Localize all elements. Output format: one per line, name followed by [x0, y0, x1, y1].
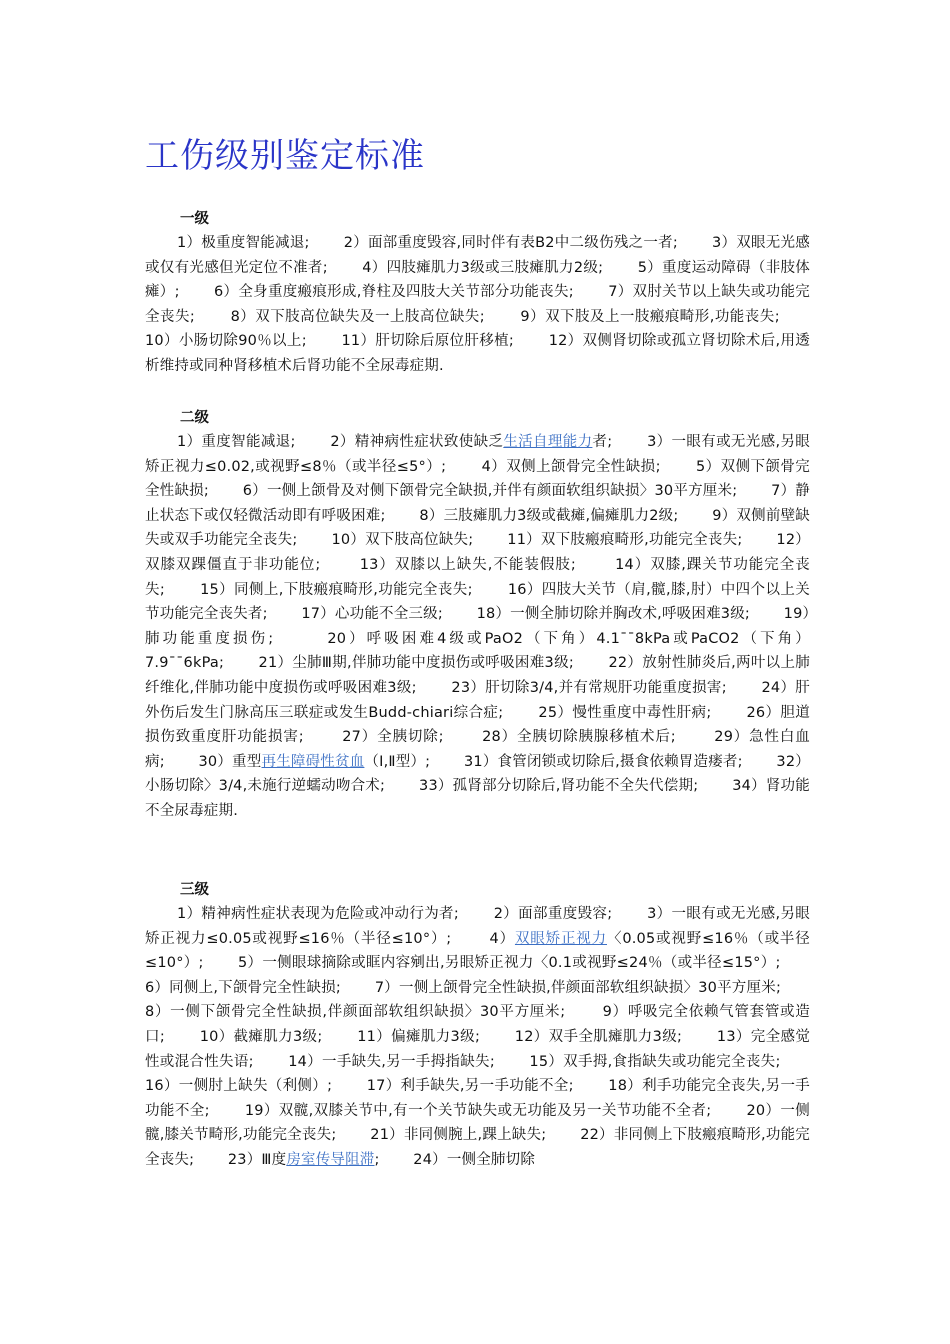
list-item: 20）呼吸困难4级或PaO2（下角）4.1¯¯8kPa或PaCO2（下角）7.9¯¯6kPa;: [145, 630, 810, 672]
section-body: [145, 902, 810, 1173]
list-item: 6）同侧上,下颌骨完全性缺损;: [145, 979, 341, 996]
list-item: 8）双下肢高位缺失及一上肢高位缺失;: [230, 308, 485, 325]
list-item: 16）一侧肘上缺失（利侧）;: [145, 1078, 333, 1095]
list-item: 27）全胰切除;: [342, 729, 444, 746]
list-item: 7）一侧上颌骨完全性缺损,伴颜面部软组织缺损〉30平方厘米;: [374, 979, 782, 996]
list-item: 10）截瘫肌力3级;: [199, 1028, 323, 1045]
section-grade-3: [145, 878, 810, 1173]
list-item: 11）肝切除后原位肝移植;: [341, 333, 515, 350]
list-item: 14）一手缺失,另一手拇指缺失;: [288, 1053, 495, 1070]
list-item: 16）四肢大关节（肩,髋,膝,肘）中四个以上关节功能完全丧失者;: [145, 581, 810, 623]
section-heading: 一级: [180, 211, 209, 227]
list-item: 3）一眼有或无光感,另眼矫正视力≤0.02,或视野≤8％（或半径≤5°）;: [145, 434, 810, 475]
list-item: 34）肾功能不全尿毒症期.: [145, 778, 810, 819]
list-item: 7）静止状态下或仅轻微活动即有呼吸困难;: [145, 483, 811, 524]
list-item: 5）双侧下颌骨完全性缺损;: [145, 458, 811, 500]
section-grade-2: [145, 406, 810, 824]
list-item: 10）小肠切除90％以上;: [145, 333, 307, 350]
list-item: 14）双膝,踝关节功能完全丧失;: [145, 556, 810, 598]
list-item: 9）双侧前壁缺失或双手功能完全丧失;: [145, 507, 811, 549]
list-item: 15）同侧上,下肢瘢痕畸形,功能完全丧失;: [200, 581, 473, 598]
list-item: 4）四肢瘫肌力3级或三肢瘫肌力2级;: [362, 259, 604, 276]
list-item: 29）急性白血病;: [145, 729, 810, 770]
list-item: 22）非同侧上下肢瘢痕畸形,功能完全丧失;: [145, 1127, 811, 1168]
list-item: 21）非同侧腕上,踝上缺失;: [370, 1127, 547, 1144]
section-heading: 三级: [180, 882, 209, 898]
list-item: 18）利手功能完全丧失,另一手功能不全;: [145, 1078, 810, 1119]
list-item: 24）一侧全肺切除: [413, 1151, 536, 1168]
list-item: 9）呼吸完全依赖气管套管或造口;: [145, 1004, 810, 1045]
list-item: 8）一侧下颌骨完全性缺损,伴颜面部软组织缺损〉30平方厘米;: [145, 1004, 566, 1021]
list-item: 11）偏瘫肌力3级;: [357, 1028, 481, 1045]
list-item: 28）全胰切除胰腺移植术后;: [482, 729, 676, 746]
list-item: 2）精神病性症状致使缺乏生活自理能力者;: [330, 434, 613, 450]
list-item: 23）Ⅲ度房室传导阻滞;: [227, 1151, 380, 1168]
list-item: 18）一侧全肺切除并胸改术,呼吸困难3级;: [476, 606, 750, 623]
list-item: 22）放射性肺炎后,两叶以上肺纤维化,伴肺功能中度损伤或呼吸困难3级;: [145, 655, 811, 696]
list-item: 31）食管闭锁或切除后,摄食依赖胃造瘘者;: [463, 753, 743, 770]
list-item: 26）胆道损伤致重度肝功能损害;: [145, 704, 811, 746]
list-item: 12）双手全肌瘫肌力3级;: [514, 1028, 683, 1045]
list-item: 3）双眼无光感或仅有光感但光定位不准者;: [145, 235, 810, 276]
list-item: 7）双肘关节以上缺失或功能完全丧失;: [145, 284, 810, 325]
term-link[interactable]: 生活自理能力: [503, 434, 593, 450]
list-item: 9）双下肢及上一肢瘢痕畸形,功能丧失;: [520, 308, 780, 325]
list-item: 24）肝外伤后发生门脉高压三联症或发生Budd-chiari综合症;: [145, 679, 810, 721]
list-item: 32）小肠切除〉3/4,未施行逆蠕动吻合术;: [145, 753, 810, 795]
list-item: 1）重度智能减退;: [177, 434, 296, 450]
list-item: 19）肺功能重度损伤;: [145, 606, 810, 647]
list-item: 12）双膝双踝僵直于非功能位;: [145, 532, 810, 573]
list-item: 21）尘肺Ⅲ期,伴肺功能中度损伤或呼吸困难3级;: [258, 655, 574, 672]
section-grade-1: [145, 207, 810, 379]
list-item: 1）极重度智能减退;: [177, 235, 310, 251]
list-item: 5）一侧眼球摘除或眶内容剜出,另眼矫正视力〈0.1或视野≤24％（或半径≤15°）;: [238, 955, 781, 972]
list-item: 11）双下肢瘢痕畸形,功能完全丧失;: [507, 532, 743, 549]
list-item: 20）一侧髋,膝关节畸形,功能完全丧失;: [145, 1102, 811, 1144]
term-link[interactable]: 房室传导阻滞: [286, 1151, 375, 1168]
list-item: 17）利手缺失,另一手功能不全;: [366, 1078, 574, 1095]
list-item: 8）三肢瘫肌力3级或截瘫,偏瘫肌力2级;: [419, 507, 679, 524]
list-item: 10）双下肢高位缺失;: [331, 532, 474, 549]
list-item: 25）慢性重度中毒性肝病;: [538, 704, 712, 721]
list-item: 13）完全感觉性或混合性失语;: [145, 1028, 811, 1070]
list-item: 2）面部重度毁容,同时伴有表B2中二级伤残之一者;: [343, 235, 678, 251]
list-item: 15）双手拇,食指缺失或功能完全丧失;: [529, 1053, 781, 1070]
term-link[interactable]: 双眼矫正视力: [514, 930, 607, 947]
list-item: 30）重型再生障碍性贫血（Ⅰ,Ⅱ型）;: [198, 753, 431, 770]
section-body: [145, 231, 810, 379]
document-title: 工伤级别鉴定标准: [145, 136, 425, 176]
term-link[interactable]: 再生障碍性贫血: [261, 753, 365, 770]
list-item: 5）重度运动障碍（非肢体瘫）;: [145, 259, 811, 301]
list-item: 19）双髋,双膝关节中,有一个关节缺失或无功能及另一关节功能不全者;: [244, 1102, 712, 1119]
list-item: 3）一眼有或无光感,另眼矫正视力≤0.05或视野≤16％（半径≤10°）;: [145, 906, 810, 947]
list-item: 23）肝切除3/4,并有常规肝功能重度损害;: [451, 679, 727, 696]
list-item: 1）精神病性症状表现为危险或冲动行为者;: [177, 906, 459, 922]
list-item: 12）双侧肾切除或孤立肾切除术后,用透析维持或同种肾移植术后肾功能不全尿毒症期.: [145, 333, 810, 374]
section-body: [145, 430, 810, 824]
section-heading: 二级: [180, 410, 209, 426]
list-item: 4）双眼矫正视力〈0.05或视野≤16％（或半径≤10°）;: [145, 930, 810, 972]
list-item: 13）双膝以上缺失,不能装假肢;: [359, 556, 576, 573]
list-item: 17）心功能不全三级;: [301, 606, 443, 623]
list-item: 6）一侧上颌骨及对侧下颌骨完全缺损,并伴有颜面软组织缺损〉30平方厘米;: [242, 483, 738, 500]
list-item: 6）全身重度瘢痕形成,脊柱及四肢大关节部分功能丧失;: [214, 284, 574, 301]
list-item: 4）双侧上颌骨完全性缺损;: [481, 458, 661, 475]
list-item: 33）孤肾部分切除后,肾功能不全失代偿期;: [419, 778, 699, 795]
list-item: 2）面部重度毁容;: [493, 906, 613, 922]
